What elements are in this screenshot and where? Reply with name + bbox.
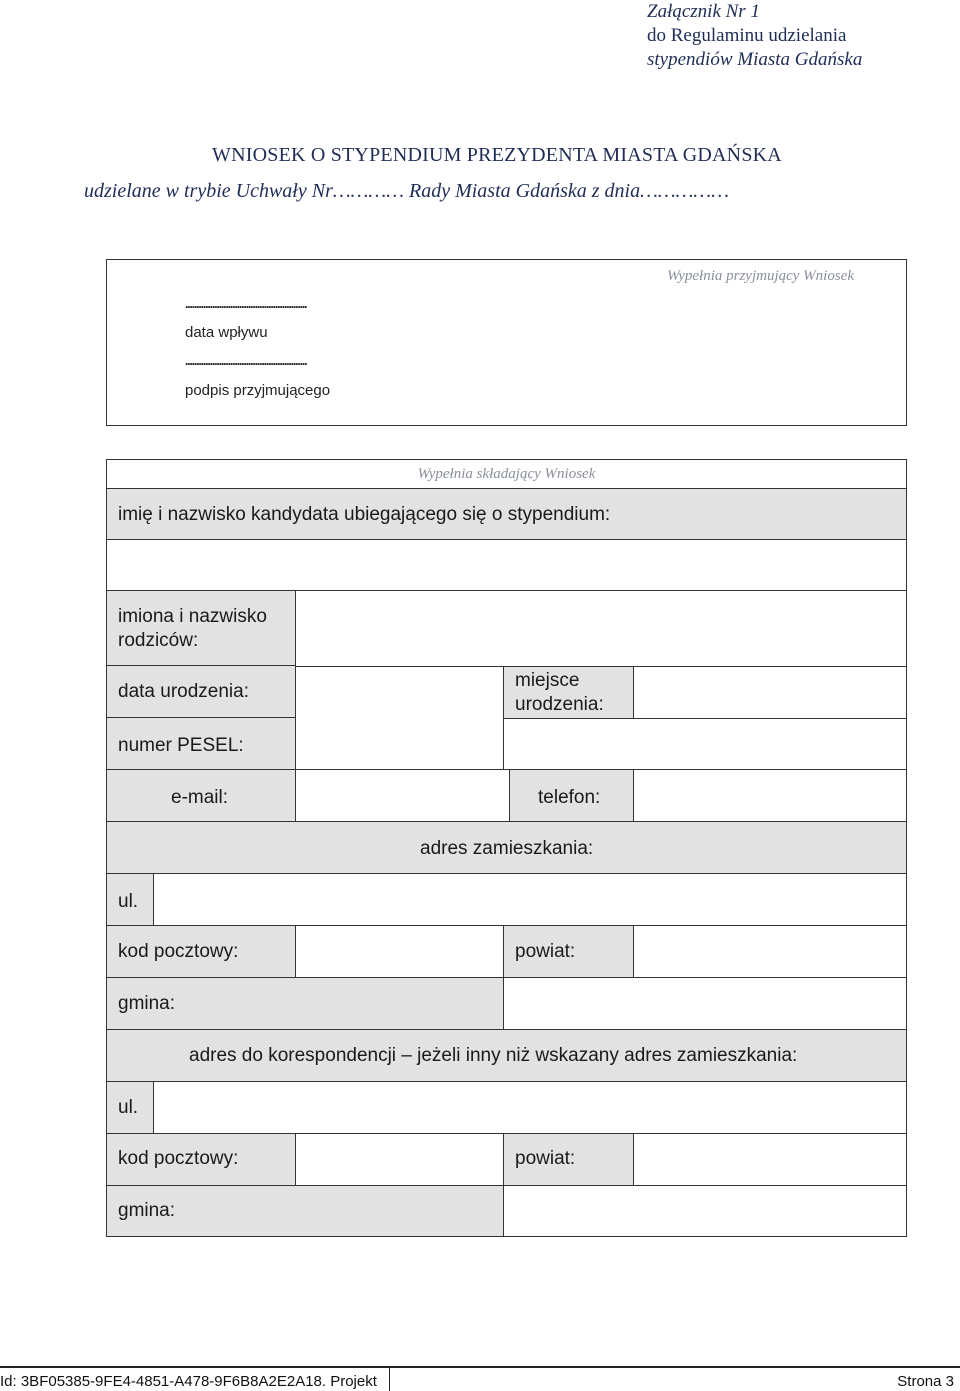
street-label: ul. [118, 891, 139, 912]
receipt-signature-dots: ...................................................... [185, 353, 307, 368]
corr-county-label-cell [503, 1133, 634, 1186]
document-subtitle: udzielane w trybie Uchwały Nr………… Rady Miasta Gdańska z dnia…………… [84, 180, 729, 202]
birth-place-label: miejsce urodzenia: [515, 670, 604, 715]
street-label-cell [106, 873, 154, 926]
document-id: Id: 3BF05385-9FE4-4851-A478-9F6B8A2E2A18. Projekt [0, 1373, 377, 1390]
attachment-scholarships: stypendiów Miasta Gdańska [647, 49, 863, 70]
corr-county-label: powiat: [515, 1148, 576, 1169]
corr-street-field[interactable] [153, 1081, 907, 1134]
corr-commune-label: gmina: [118, 1200, 176, 1221]
postal-code-label: kod pocztowy: [118, 941, 239, 962]
candidate-name-label-row [106, 488, 907, 540]
corr-address-header: adres do korespondencji – jeżeli inny niż wskazany adres zamieszkania: [189, 1045, 798, 1066]
birth-date-label-cell [106, 665, 296, 718]
candidate-name-label: imię i nazwisko kandydata ubiegającego się o stypendium: [118, 504, 611, 525]
corr-address-header-row [106, 1029, 907, 1082]
corr-commune-label-cell [106, 1185, 504, 1237]
county-field[interactable] [633, 925, 907, 978]
corr-postal-code-label-cell [106, 1133, 296, 1186]
form-header: Wypełnia składający Wniosek [106, 459, 907, 488]
corr-postal-code-field[interactable] [295, 1133, 504, 1186]
street-field[interactable] [153, 873, 907, 926]
email-label: e-mail: [171, 787, 229, 808]
pesel-label-cell [106, 717, 296, 770]
page-number: Strona 3 [897, 1373, 954, 1390]
phone-label: telefon: [538, 787, 601, 808]
postal-code-label-cell [106, 925, 296, 978]
attachment-number: Załącznik Nr 1 [647, 1, 760, 22]
document-title: WNIOSEK O STYPENDIUM PREZYDENTA MIASTA GDAŃSKA [212, 144, 782, 166]
candidate-name-field[interactable] [106, 539, 907, 591]
postal-code-field[interactable] [295, 925, 504, 978]
receipt-signature-label: podpis przyjmującego [185, 382, 331, 399]
corr-county-field[interactable] [633, 1133, 907, 1186]
attachment-note [647, 0, 862, 72]
birth-date-field[interactable] [295, 666, 504, 770]
pesel-field-right[interactable] [503, 718, 907, 770]
attachment-regulation: do Regulaminu udzielania [647, 25, 847, 46]
receipt-box [106, 259, 907, 426]
county-label-cell [503, 925, 634, 978]
email-field[interactable] [295, 769, 510, 822]
corr-postal-code-label: kod pocztowy: [118, 1148, 239, 1169]
corr-commune-field[interactable] [503, 1185, 907, 1237]
commune-field[interactable] [503, 977, 907, 1030]
county-label: powiat: [515, 941, 576, 962]
phone-label-cell [509, 769, 634, 822]
commune-label-cell [106, 977, 504, 1030]
footer-divider [389, 1368, 390, 1391]
corr-street-label: ul. [118, 1097, 139, 1118]
birth-date-label: data urodzenia: [118, 681, 249, 702]
commune-label: gmina: [118, 993, 176, 1014]
receipt-date-label: data wpływu [185, 324, 268, 341]
phone-field[interactable] [633, 769, 907, 822]
parents-label: imiona i nazwisko rodziców: [118, 606, 267, 651]
parents-label-cell [106, 590, 296, 666]
birth-place-label-cell [503, 666, 634, 719]
pesel-label: numer PESEL: [118, 735, 244, 756]
page-footer [0, 1366, 960, 1391]
address-header-row [106, 821, 907, 874]
birth-place-field[interactable] [633, 666, 907, 719]
corr-street-label-cell [106, 1081, 154, 1134]
email-label-cell [106, 769, 296, 822]
parents-field[interactable] [295, 590, 907, 667]
receipt-date-dots: ...................................................... [185, 296, 307, 311]
receipt-header: Wypełnia przyjmujący Wniosek [667, 268, 854, 284]
address-header: adres zamieszkania: [420, 838, 594, 859]
